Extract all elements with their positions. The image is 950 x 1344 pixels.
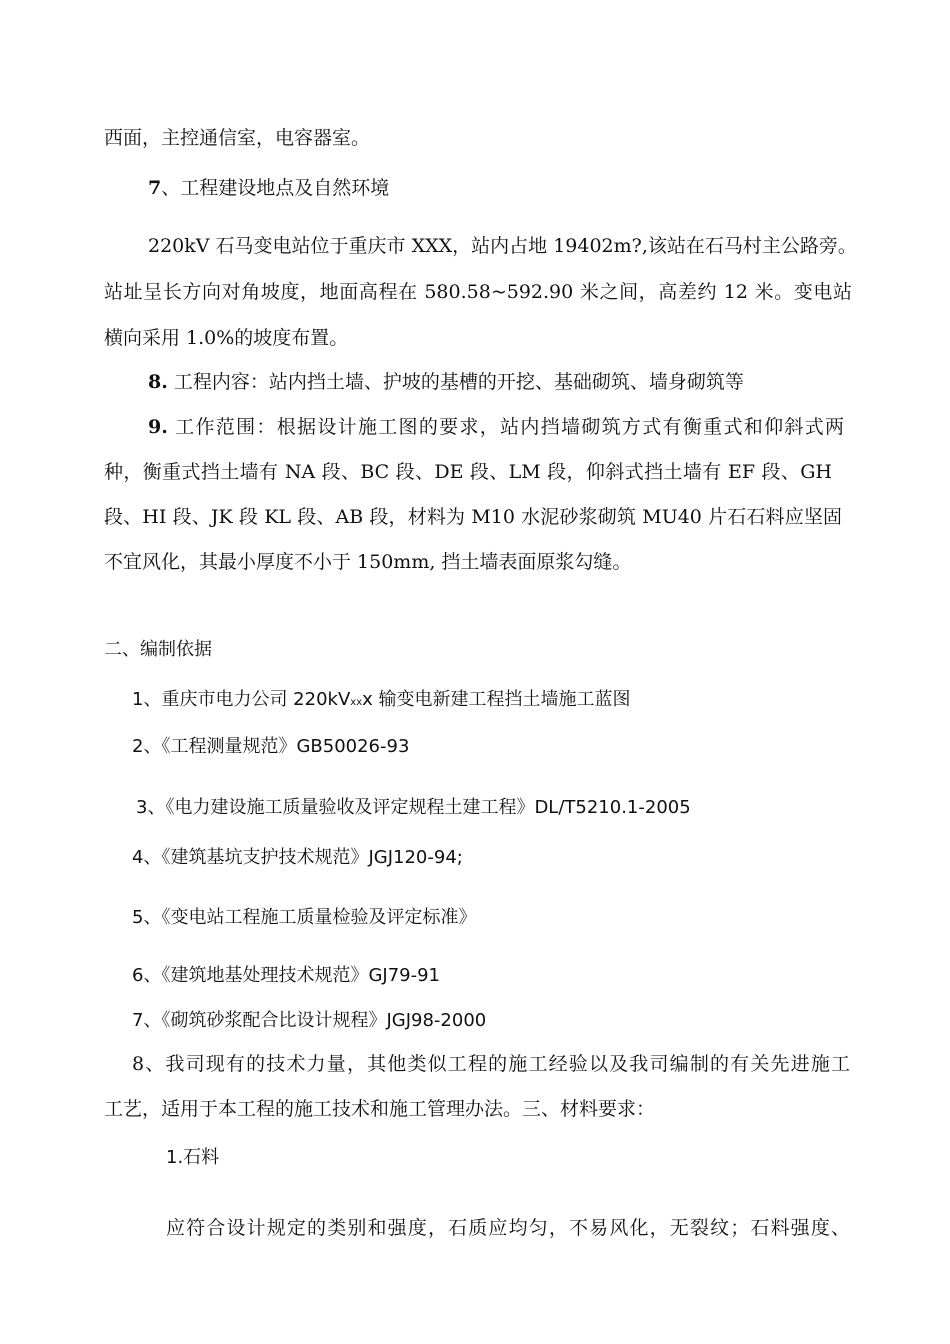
reference-item: 3、《电力建设施工质量验收及评定规程土建工程》DL/T5210.1-2005 <box>136 797 691 818</box>
section-heading: 二、编制依据 <box>104 639 212 660</box>
reference-item: 7、《砌筑砂浆配合比设计规程》JGJ98-2000 <box>132 1010 487 1031</box>
paragraph-line: 段、HI 段、JK 段 KL 段、AB 段，材料为 M10 水泥砂浆砌筑 MU40 片石石料应坚固 <box>104 506 842 528</box>
paragraph-line: 种，衡重式挡土墙有 NA 段、BC 段、DE 段、LM 段，仰斜式挡土墙有 EF 段、GH <box>104 461 832 483</box>
paragraph-line: 工艺，适用于本工程的施工技术和施工管理办法。三、材料要求： <box>104 1098 656 1120</box>
paragraph-line: 220kV 石马变电站位于重庆市 XXX，站内占地 19402m?,该站在石马村主公路旁。 <box>148 235 857 257</box>
reference-item: 2、《工程测量规范》GB50026-93 <box>132 736 410 757</box>
reference-item: 5、《变电站工程施工质量检验及评定标准》 <box>132 907 477 928</box>
paragraph-line: 不宜风化，其最小厚度不小于 150mm, 挡土墙表面原浆勾缝。 <box>104 551 632 573</box>
subsection-heading: 1.石料 <box>166 1147 220 1168</box>
reference-text: 1、重庆市电力公司 220kV <box>132 689 351 710</box>
heading-text: 工程内容：站内挡土墙、护坡的基槽的开挖、基础砌筑、墙身砌筑等 <box>167 371 744 393</box>
reference-item: 4、《建筑基坑支护技术规范》JGJ120-94; <box>132 847 463 868</box>
paragraph-line: 站址呈长方向对角坡度，地面高程在 580.58~592.90 米之间，高差约 12 米。变电站 <box>104 281 852 303</box>
heading-7 <box>148 176 389 200</box>
heading-number: 7 <box>148 177 162 199</box>
heading-text: 工作范围：根据设计施工图的要求，站内挡墙砌筑方式有衡重式和仰斜式两 <box>167 416 844 438</box>
reference-subscript: xx <box>350 697 363 708</box>
heading-9 <box>148 415 844 439</box>
reference-item: 6、《建筑地基处理技术规范》GJ79-91 <box>132 965 441 986</box>
reference-text: x 输变电新建工程挡土墙施工蓝图 <box>362 689 631 710</box>
paragraph-line: 横向采用 1.0%的坡度布置。 <box>104 327 349 349</box>
paragraph-line: 西面，主控通信室，电容器室。 <box>104 127 371 149</box>
heading-text: 、工程建设地点及自然环境 <box>161 177 390 199</box>
heading-8 <box>148 370 744 394</box>
paragraph-line: 8、我司现有的技术力量，其他类似工程的施工经验以及我司编制的有关先进施工 <box>132 1053 850 1075</box>
heading-number: 8. <box>148 371 168 393</box>
heading-number: 9. <box>148 416 168 438</box>
reference-item <box>132 688 631 715</box>
paragraph-line: 应符合设计规定的类别和强度，石质应均匀，不易风化，无裂纹；石料强度、 <box>166 1217 850 1239</box>
